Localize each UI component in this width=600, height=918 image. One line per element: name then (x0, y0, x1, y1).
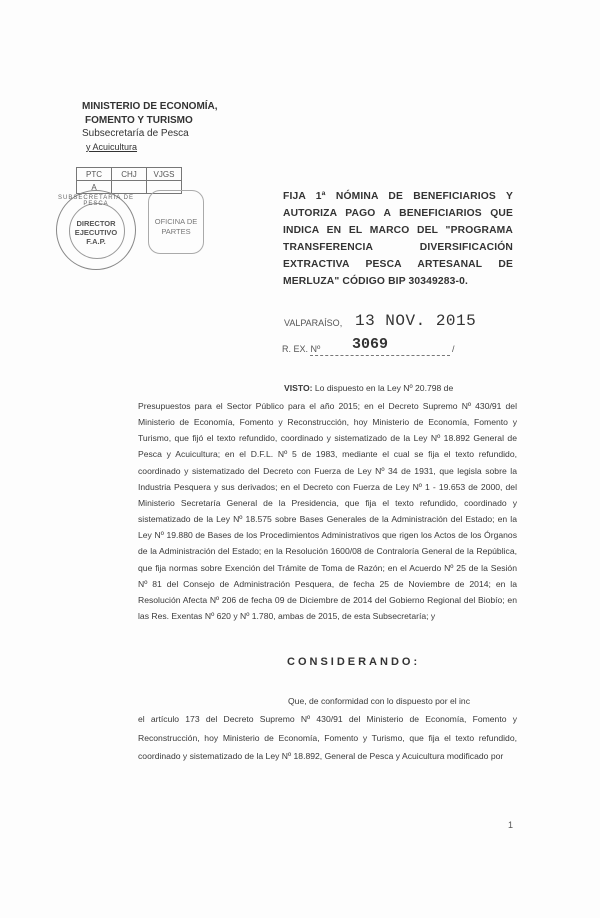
ministry-header (82, 100, 218, 154)
considerando-body: el artículo 173 del Decreto Supremo Nº 430/91 del Ministerio de Economía, Fomento y Reconstrucción, hoy Ministerio de Economía, Fomento y Turismo, que fija el texto refundido, coordinado y sistematizado de la Ley Nº 18.892, General de Pesca y Acuicultura modificado por (138, 714, 517, 761)
seal-ring-text: SUBSECRETARÍA DE PESCA (58, 195, 134, 207)
rex-label: R. EX. Nº (282, 344, 321, 354)
resolution-title: FIJA 1ª NÓMINA DE BENEFICIARIOS Y AUTORIZA PAGO A BENEFICIARIOS QUE INDICA EN EL MARCO DEL "PROGRAMA TRANSFERENCIA DIVERSIFICACIÓN EXTRACTIVA PESCA ARTESANAL DE MERLUZA" CÓDIGO BIP 30349283-0. (283, 191, 513, 287)
routing-row (77, 168, 182, 181)
office-stamp-line: PARTES (161, 227, 191, 236)
routing-cell: A (77, 181, 112, 194)
office-stamp-text (149, 217, 203, 237)
page-number: 1 (508, 820, 514, 830)
rex-suffix: / (452, 344, 455, 354)
seal-line: F.A.P. (86, 237, 106, 246)
office-stamp-line: OFICINA DE (154, 217, 198, 226)
rex-number-line (310, 355, 450, 356)
considerando-first-line: Que, de conformidad con lo dispuesto por el inc (288, 696, 471, 706)
place-label: VALPARAÍSO, (284, 318, 343, 328)
visto-label: VISTO: (284, 383, 313, 393)
date-stamp: 13 NOV. 2015 (355, 312, 477, 330)
ministry-line-1: MINISTERIO DE ECONOMÍA, (82, 101, 218, 112)
routing-cell: VJGS (147, 168, 182, 181)
office-stamp (148, 190, 204, 254)
seal-line: EJECUTIVO (74, 228, 118, 237)
seal-center-text (57, 219, 135, 246)
routing-cell (112, 181, 147, 194)
routing-cell: PTC (77, 168, 112, 181)
director-seal-stamp (56, 190, 136, 270)
seal-line: DIRECTOR (76, 219, 116, 228)
considerando-heading: CONSIDERANDO: (287, 656, 421, 668)
routing-cell: CHJ (112, 168, 147, 181)
rex-number: 3069 (352, 336, 389, 353)
subsecretaria-line-1: Subsecretaría de Pesca (82, 128, 189, 139)
visto-first-text: Lo dispuesto en la Ley Nº 20.798 de (314, 383, 454, 393)
ministry-line-2: FOMENTO Y TURISMO (85, 114, 193, 126)
subsecretaria-line-2: y Acuicultura (86, 141, 138, 152)
visto-body: Presupuestos para el Sector Público para el año 2015; en el Decreto Supremo Nº 430/91 del Ministerio de Economía, Fomento y Reconstrucción, hoy Ministerio de Economía, Fomento y Turismo, que fijó el texto refundido, coordinado y sistematizado de la Ley Nº 18.892 General de Pesca y Acuicultura; en el D.F.L. Nº 5 de 1983, mediante el cual se fija el texto refundido, coordinado y sistematizado del Decreto con Fuerza de Ley Nº 34 de 1931, que legisla sobre la Industria Pesquera y sus derivados; en el Decreto con Fuerza de Ley Nº 1 - 19.653 de 2000, del Ministerio Secretaría General de la Presidencia, que fija el texto refundido, coordinado y sistematizado de la Ley Nº 18.575 sobre Bases Generales de la Administración del Estado; en la Ley Nº 19.880 de Bases de los Procedimientos Administrativos que rigen los Actos de los Órganos de la Administración del Estado; en la Resolución 1600/08 de Contraloría General de la República, que fija normas sobre Exención del Trámite de Toma de Razón; en el Acuerdo Nº 25 de la Sesión Nº 81 del Consejo de Administración Pesquera, de fecha 25 de Noviembre de 2014; en la Resolución Afecta Nº 206 de fecha 09 de Diciembre de 2014 del Gobierno Regional del Biobío; en las Res. Exentas Nº 620 y Nº 1.780, ambas de 2015, de esta Subsecretaría; y (138, 401, 517, 622)
visto-first-line (284, 380, 517, 396)
